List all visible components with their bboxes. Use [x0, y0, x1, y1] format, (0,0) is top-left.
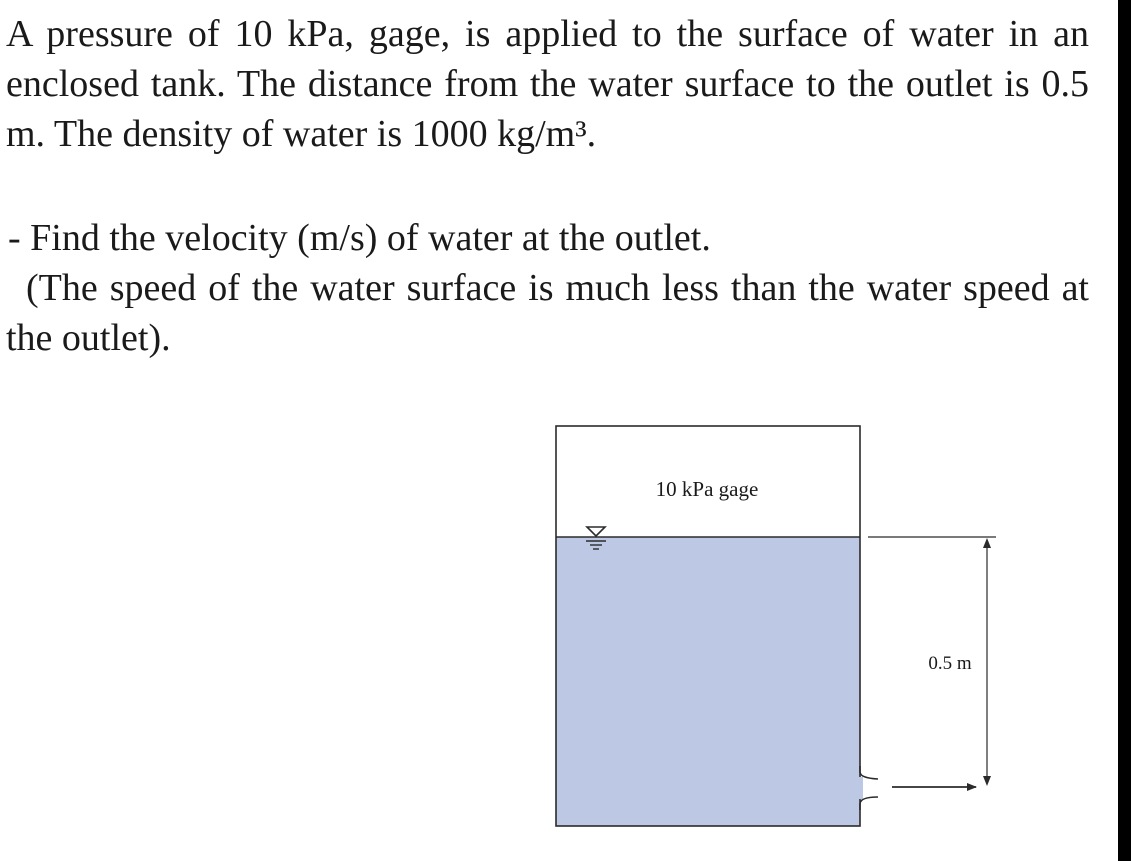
problem-statement: A pressure of 10 kPa, gage, is applied to the surface of water in an enclosed tank. The distance from the water surface to the outlet is 0.5 m. The density of water is 1000 kg/m³.: [6, 13, 1089, 155]
outlet-opening: [857, 777, 863, 799]
dimension-arrow-down-icon: [983, 776, 991, 786]
outlet-nozzle-bottom: [860, 797, 878, 810]
dimension-arrow-up-icon: [983, 538, 991, 548]
water-body: [556, 537, 860, 826]
question-text: - Find the velocity (m/s) of water at the outlet.: [8, 217, 711, 259]
height-label: 0.5 m: [928, 653, 972, 674]
pressure-label: 10 kPa gage: [655, 477, 759, 501]
question-note: (The speed of the water surface is much less than the water speed at the outlet).: [6, 267, 1089, 359]
